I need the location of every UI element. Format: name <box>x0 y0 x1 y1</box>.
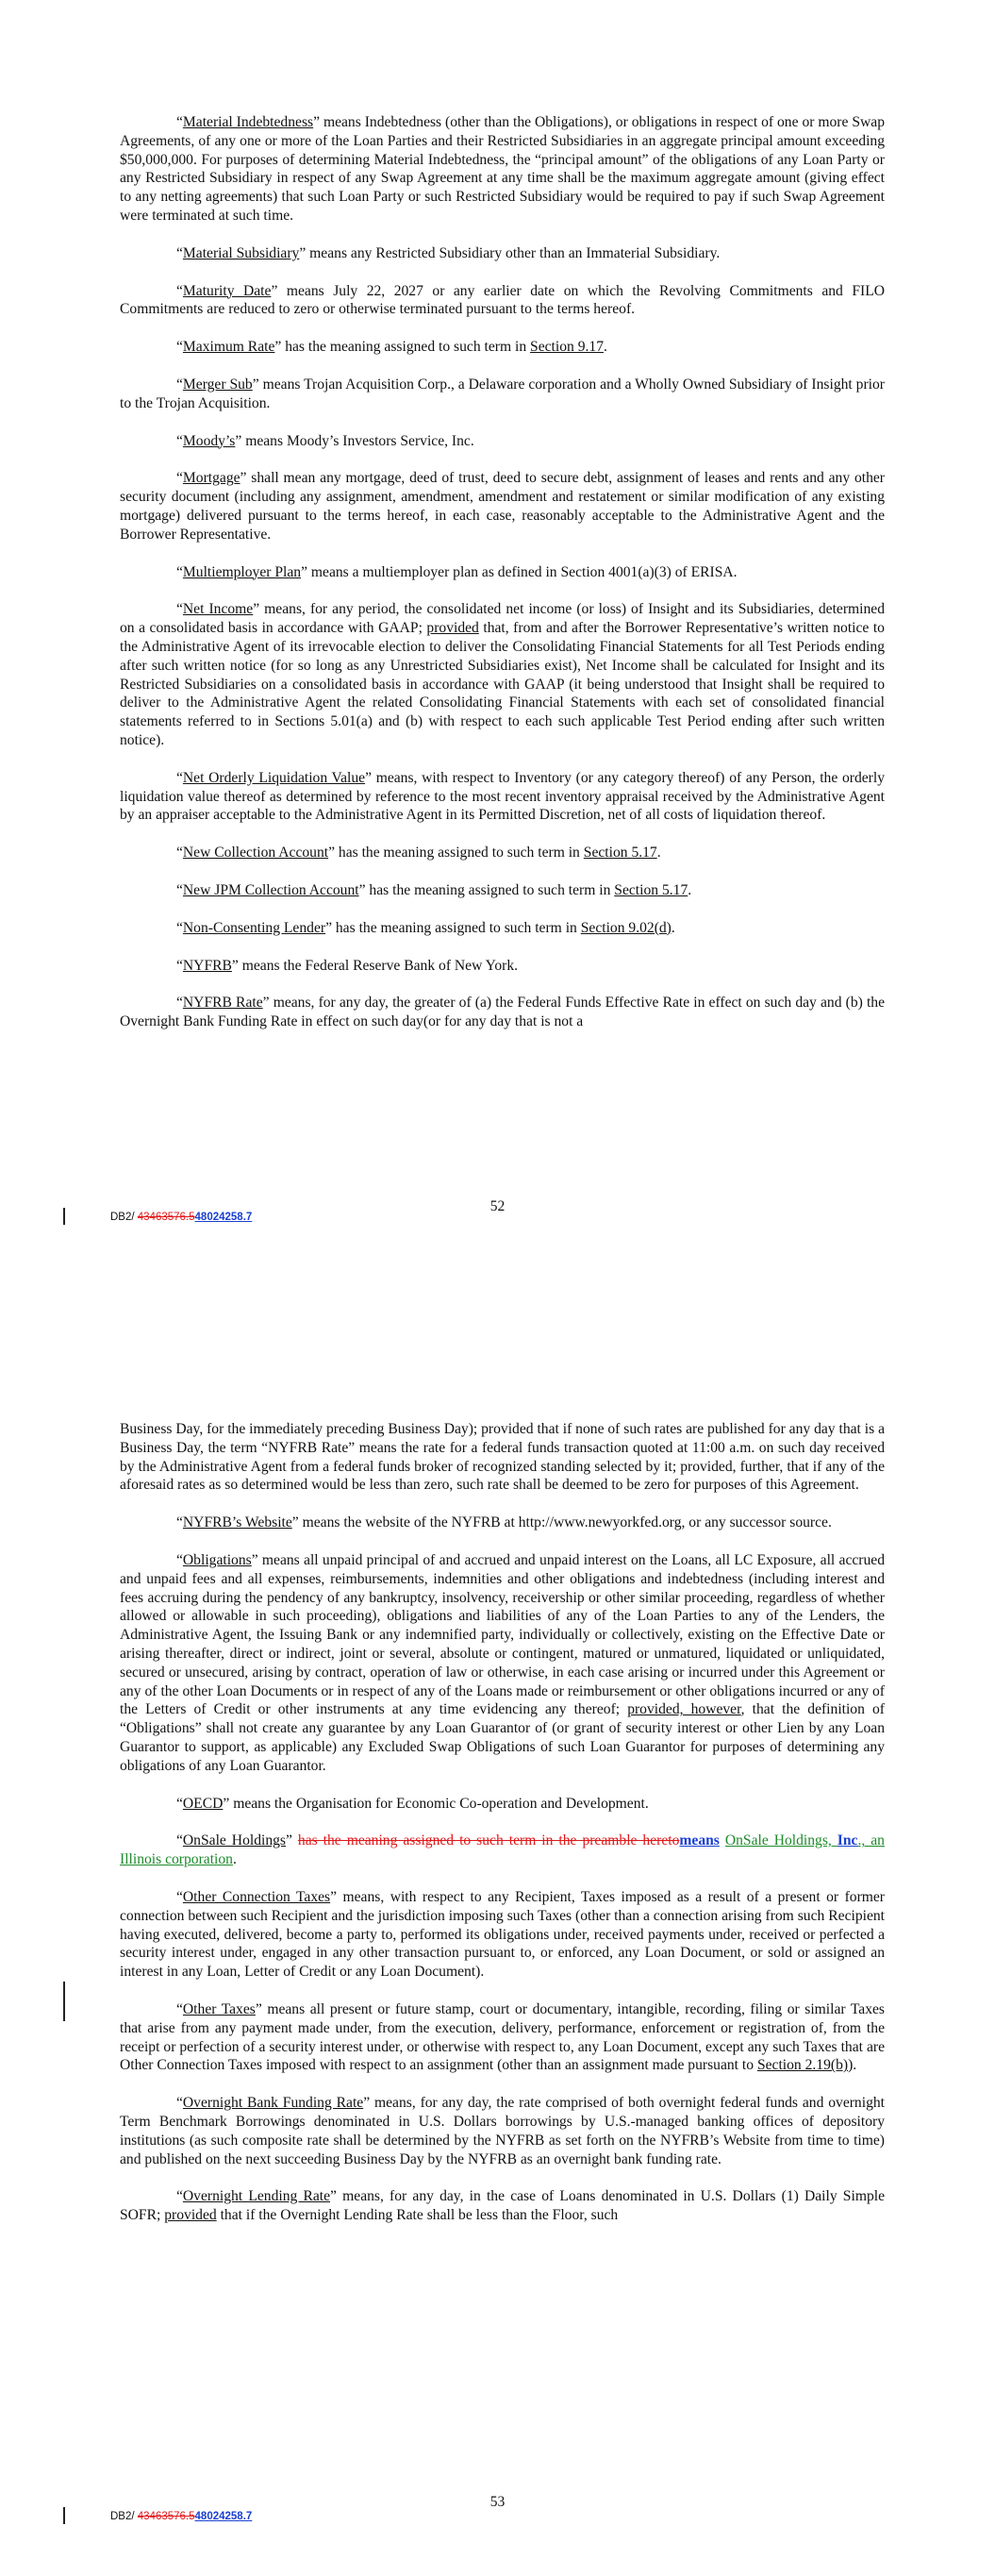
definition-non-consenting-lender: “Non-Consenting Lender” has the meaning assigned to such term in Section 9.02(d). <box>176 919 675 936</box>
doc-id-footer: DB2/ 43463576.548024258.7 <box>110 2511 253 2522</box>
definition-material-subsidiary: “Material Subsidiary” means any Restricted Subsidiary other than an Immaterial Subsidiary. <box>176 244 721 261</box>
definition-other-connection-taxes: “Other Connection Taxes” means, with respect to any Recipient, Taxes imposed as a result of a present or former connection between such Recipient and the jurisdiction imposing such Taxes (other than a connection arising from such Recipient having executed, delivered, become a party to, performed its obligations under, received payments under, received or perfected a security interest under, engaged in any other transaction pursuant to, or enforced, any Loan Document, or sold or assigned an interest in any Loan, Letter of Credit or any Loan Document). <box>120 1888 886 1981</box>
page-number: 53 <box>489 2494 506 2510</box>
definition-nyfrb-website: “NYFRB’s Website” means the website of the NYFRB at http://www.newyorkfed.org, or any successor source. <box>176 1514 832 1531</box>
definition-merger-sub: “Merger Sub” means Trojan Acquisition Corp., a Delaware corporation and a Wholly Owned Subsidiary of Insight prior to the Trojan Acquisition. <box>120 376 885 411</box>
definition-overnight-lending-rate: “Overnight Lending Rate” means, for any day, in the case of Loans denominated in U.S. Dollars (1) Daily Simple SOFR; provided that if the Overnight Lending Rate shall be less than the Floor, such <box>120 2188 885 2224</box>
definition-net-orderly-liquidation-value: “Net Orderly Liquidation Value” means, with respect to Inventory (or any category thereof) of any Person, the orderly liquidation value thereof as determined by reference to the most recent inventory appraisal received by the Administrative Agent by an appraiser acceptable to the Administrative Agent in its Permitted Discretion, net of all costs of liquidation thereof. <box>120 769 885 824</box>
page-52-body <box>120 113 885 1031</box>
definition-onsale-holdings: “OnSale Holdings” has the meaning assigned to such term in the preamble heretomeans OnSale Holdings, Inc., an Illinois corporation. <box>120 1832 885 1868</box>
definition-other-taxes: “Other Taxes” means all present or future stamp, court or documentary, intangible, recording, filing or similar Taxes that arise from any payment made under, from the execution, delivery, performance, enforcement or registration of, from the receipt or perfection of a security interest under, or otherwise with respect to, any Loan Document, except any such Taxes that are Other Connection Taxes imposed with respect to an assignment (other than an assignment made pursuant to Section 2.19(b)). <box>120 2000 886 2074</box>
change-bar <box>63 2507 65 2524</box>
definition-maturity-date: “Maturity Date” means July 22, 2027 or any earlier date on which the Revolving Commitments and FILO Commitments are reduced to zero or otherwise terminated pursuant to the terms hereof. <box>120 282 885 318</box>
definition-moodys: “Moody’s” means Moody’s Investors Service, Inc. <box>176 432 474 449</box>
page-53 <box>0 1269 995 2576</box>
definition-nyfrb-rate: “NYFRB Rate” means, for any day, the greater of (a) the Federal Funds Effective Rate in effect on such day and (b) the Overnight Bank Funding Rate in effect on such day(or for any day that is not a <box>120 995 885 1030</box>
nyfrb-rate-continued: Business Day, for the immediately preceding Business Day); provided that if none of such rates are published for any day that is a Business Day, the term “NYFRB Rate” means the rate for a federal funds transaction quoted at 11:00 a.m. on such day received by the Administrative Agent from a federal funds broker of recognized standing selected by it; provided, further, that if any of the aforesaid rates as so determined would be less than zero, such rate shall be deemed to be zero for purposes of this Agreement. <box>120 1421 885 1494</box>
doc-id-footer: DB2/ 43463576.548024258.7 <box>110 1212 253 1223</box>
definition-obligations: “Obligations” means all unpaid principal of and accrued and unpaid interest on the Loans, all LC Exposure, all accrued and unpaid fees and all expenses, reimbursements, indemnities and other obligations and indebtedness (including interest and fees accruing during the pendency of any bankruptcy, insolvency, receivership or other similar proceeding, regardless of whether allowed or allowable in such proceeding), obligations and liabilities of any of the Loan Parties to any of the Lenders, the Administrative Agent, the Issuing Bank or any indemnified party, individually or collectively, existing on the Effective Date or arising thereafter, direct or indirect, joint or several, absolute or contingent, matured or unmatured, liquidated or unliquidated, secured or unsecured, arising by contract, operation of law or otherwise, in each case arising or incurred under this Agreement or any of the other Loan Documents or in respect of any of the Loans made or reimbursement or other obligations incurred or any of the Letters of Credit or other instruments at any time evidencing any thereof; provided, however, that the definition of “Obligations” shall not create any guarantee by any Loan Guarantor of (or grant of security interest or other Lien by any Loan Guarantor to support, as applicable) any Excluded Swap Obligations of such Loan Guarantor for purposes of determining any obligations of any Loan Guarantor. <box>120 1551 885 1774</box>
definition-new-jpm-collection-account: “New JPM Collection Account” has the meaning assigned to such term in Section 5.17. <box>176 881 692 898</box>
page-53-body <box>120 1420 885 2225</box>
page-number: 52 <box>489 1198 506 1214</box>
page-52 <box>0 0 995 1269</box>
definition-oecd: “OECD” means the Organisation for Economic Co-operation and Development. <box>176 1795 649 1812</box>
definition-multiemployer-plan: “Multiemployer Plan” means a multiemployer plan as defined in Section 4001(a)(3) of ERISA. <box>176 563 738 580</box>
definition-material-indebtedness: “Material Indebtedness” means Indebtedness (other than the Obligations), or obligations in respect of one or more Swap Agreements, of any one or more of the Loan Parties and their Restricted Subsidiaries in an aggregate principal amount exceeding $50,000,000. For purposes of determining Material Indebtedness, the “principal amount” of the obligations of any Loan Party or any Restricted Subsidiary in respect of any Swap Agreement at any time shall be the maximum aggregate amount (giving effect to any netting agreements) that such Loan Party or such Restricted Subsidiary would be required to pay if such Swap Agreement were terminated at such time. <box>120 114 885 224</box>
definition-new-collection-account: “New Collection Account” has the meaning assigned to such term in Section 5.17. <box>176 845 661 861</box>
definition-overnight-bank-funding-rate: “Overnight Bank Funding Rate” means, for any day, the rate comprised of both overnight federal funds and overnight Term Benchmark Borrowings denominated in U.S. Dollars borrowings by U.S.-managed banking offices of depository institutions (as such composite rate shall be determined by the NYFRB as set forth on the NYFRB’s Website from time to time) and published on the next succeeding Business Day by the NYFRB as an overnight bank funding rate. <box>120 2095 885 2167</box>
definition-maximum-rate: “Maximum Rate” has the meaning assigned to such term in Section 9.17. <box>176 339 607 356</box>
definition-net-income: “Net Income” means, for any period, the consolidated net income (or loss) of Insight and its Subsidiaries, determined on a consolidated basis in accordance with GAAP; provided that, from and after the Borrower Representative’s written notice to the Administrative Agent of its irrevocable election to deliver the Consolidating Financial Statements for all Test Periods ending after such written notice (for so long as any Unrestricted Subsidiaries exist), Net Income shall be calculated for Insight and its Restricted Subsidiaries on a consolidated basis in accordance with GAAP (it being understood that Insight shall be required to deliver to the Administrative Agent the related Consolidating Financial Statements with each set of consolidated financial statements referred to in Sections 5.01(a) and (b) with respect to each such applicable Test Period ending after such written notice). <box>120 601 886 748</box>
change-bar <box>63 1982 65 2021</box>
definition-mortgage: “Mortgage” shall mean any mortgage, deed of trust, deed to secure debt, assignment of leases and rents and any other security document (including any assignment, amendment, amendment and restatement or similar modification of any existing mortgage) delivered pursuant to the terms hereof, in each case, reasonably acceptable to the Administrative Agent and the Borrower Representative. <box>120 470 885 543</box>
definition-nyfrb: “NYFRB” means the Federal Reserve Bank of New York. <box>176 957 519 974</box>
change-bar <box>63 1208 65 1225</box>
